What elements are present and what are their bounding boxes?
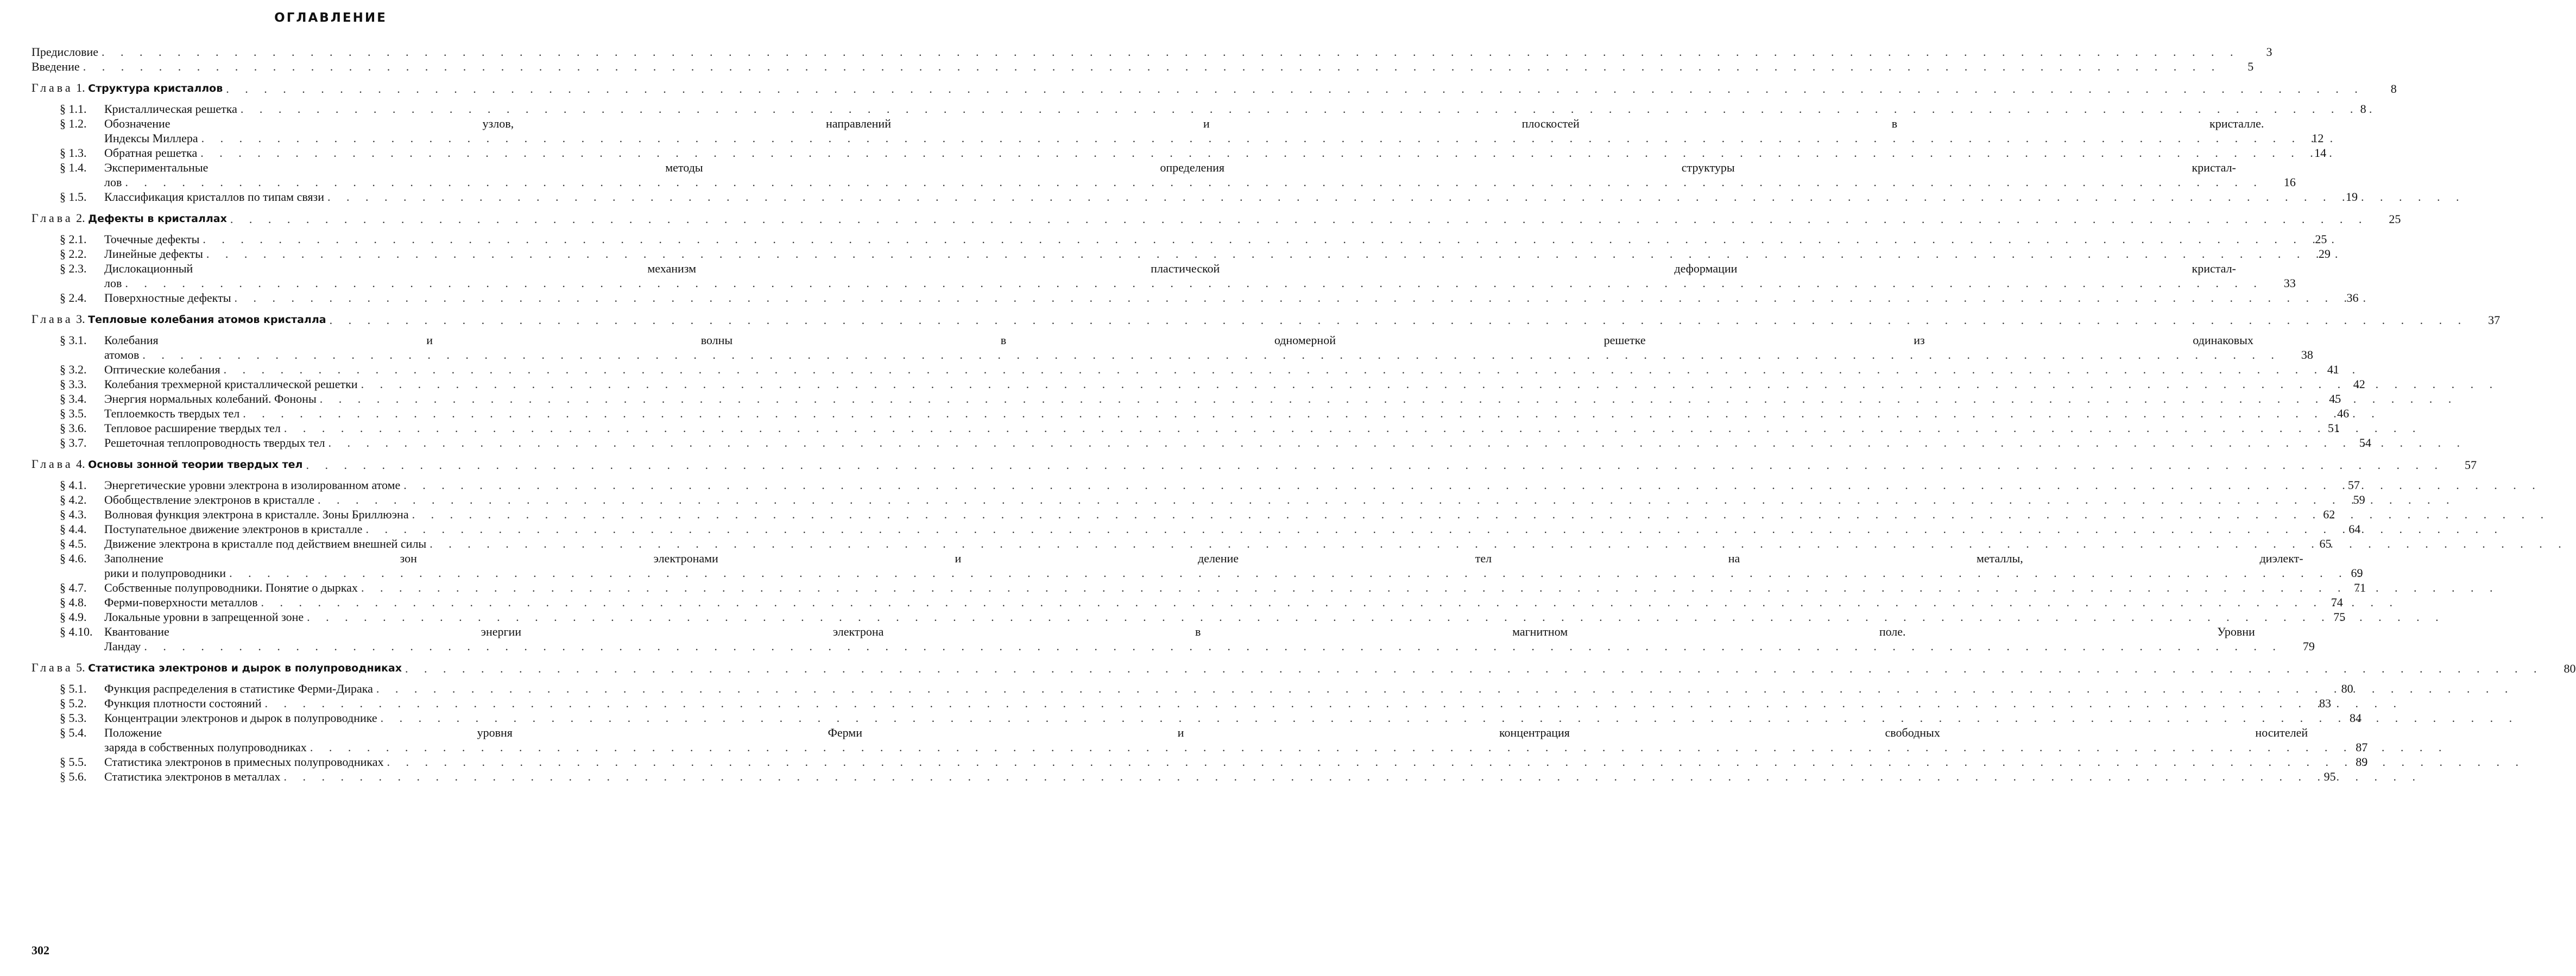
- section-page-number: 14: [2314, 146, 2327, 160]
- section-title-last-line: [104, 507, 2302, 522]
- section-title: Классификация кристаллов по типам связи: [104, 190, 325, 204]
- section-entry: [31, 290, 2359, 305]
- dot-leader: [377, 711, 2519, 725]
- section-title-last-line: [104, 246, 2298, 261]
- section-body: [104, 362, 2307, 377]
- section-body: [104, 333, 2281, 362]
- chapter-label: [31, 312, 326, 327]
- section-page-number: 79: [2302, 639, 2315, 653]
- section-title: Обратная решетка: [104, 146, 198, 160]
- chapter-label: [31, 80, 223, 96]
- section-number: § 5.4.: [60, 726, 87, 739]
- toc-entry-front: [31, 59, 2254, 74]
- section-entry: [31, 333, 2313, 362]
- section-number: § 4.8.: [60, 595, 87, 609]
- section-page-number: 33: [2283, 276, 2296, 290]
- section-page-number: 87: [2356, 740, 2368, 754]
- chapter-number: 1.: [76, 81, 85, 94]
- section-body: [104, 246, 2298, 261]
- section-page-number: 89: [2356, 755, 2368, 769]
- section-title-last-line: [104, 769, 2303, 784]
- dot-leader: [426, 536, 2568, 551]
- section-title-last-line: [104, 522, 2328, 536]
- dot-leader: [198, 131, 2340, 145]
- section-entry: [31, 492, 2365, 507]
- section-title-last-line: [104, 711, 2329, 725]
- dot-leader: [317, 391, 2458, 406]
- section-title-last-line: [104, 362, 2307, 377]
- section-entry: [31, 610, 2346, 624]
- dot-leader: [261, 696, 2403, 711]
- dot-leader: [223, 81, 2364, 96]
- section-entry: [31, 769, 2336, 784]
- chapter-page-number: 25: [2389, 212, 2401, 226]
- section-page-number: 51: [2327, 421, 2340, 435]
- section-title: Кристаллическая решетка: [104, 102, 237, 116]
- section-title: Ферми-поверхности металлов: [104, 595, 258, 609]
- section-number: § 4.2.: [60, 493, 87, 506]
- section-title: Индексы Миллера: [104, 131, 198, 145]
- section-entry: [31, 624, 2315, 654]
- chapter-entry: [31, 660, 2576, 676]
- section-title-last-line: [104, 406, 2316, 421]
- section-title-last-line: [104, 131, 2291, 145]
- dot-leader: [237, 102, 2379, 116]
- dot-leader: [325, 435, 2467, 450]
- chapter-title: Тепловые колебания атомов кристалла: [88, 314, 326, 326]
- section-title-line: Колебания и волны в одномерной решетке из одинаковых: [104, 333, 2253, 347]
- section-title: Обобществление электронов в кристалле: [104, 493, 314, 506]
- section-entry: [31, 711, 2362, 725]
- chapter-number: 3.: [76, 312, 85, 326]
- section-page-number: 54: [2359, 436, 2371, 449]
- section-page-number: 83: [2319, 696, 2332, 710]
- section-number: § 1.3.: [60, 146, 87, 160]
- dot-leader: [362, 522, 2504, 536]
- section-number: § 2.2.: [60, 247, 87, 261]
- section-title: Энергия нормальных колебаний. Фононы: [104, 392, 317, 405]
- section-page-number: 36: [2346, 291, 2359, 305]
- section-title: Теплоемкость твердых тел: [104, 407, 240, 420]
- section-title-last-line: [104, 175, 2263, 189]
- section-number: § 1.2.: [60, 117, 87, 130]
- section-entry: [31, 421, 2340, 435]
- section-entry: [31, 478, 2360, 492]
- section-title: Волновая функция электрона в кристалле. Зоны Бриллюэна: [104, 508, 409, 521]
- section-body: [104, 711, 2329, 725]
- section-number: § 5.6.: [60, 770, 87, 783]
- section-page-number: 75: [2333, 610, 2346, 624]
- section-page-number: 84: [2349, 711, 2362, 725]
- chapter-label: [31, 660, 402, 676]
- section-entry: [31, 160, 2296, 189]
- section-entry: [31, 406, 2350, 421]
- section-number: § 1.1.: [60, 102, 87, 116]
- chapter-title: Статистика электронов и дырок в полупроводниках: [88, 662, 402, 674]
- section-title-last-line: [104, 478, 2327, 492]
- section-number: § 5.2.: [60, 696, 87, 710]
- section-title: Решеточная теплопроводность твердых тел: [104, 436, 325, 449]
- section-body: [104, 421, 2307, 435]
- section-title-last-line: [104, 276, 2263, 290]
- section-number: § 3.2.: [60, 363, 87, 376]
- section-page-number: 59: [2353, 493, 2365, 506]
- section-entry: [31, 232, 2327, 246]
- section-entry: [31, 522, 2361, 536]
- section-body: [104, 406, 2316, 421]
- chapter-number: 5.: [76, 661, 85, 674]
- section-page-number: 80: [2341, 682, 2353, 695]
- entry-page-number: 5: [2247, 60, 2254, 73]
- dot-leader: [304, 610, 2445, 624]
- entry-label: Введение: [31, 60, 80, 73]
- section-body: [104, 507, 2302, 522]
- section-number: § 3.3.: [60, 377, 87, 391]
- section-title: Концентрации электронов и дырок в полупроводнике: [104, 711, 377, 725]
- section-body: [104, 189, 2325, 204]
- dot-leader: [220, 362, 2362, 377]
- section-title: рики и полупроводники: [104, 566, 226, 580]
- toc-page: [31, 11, 2576, 784]
- dot-leader: [80, 59, 2221, 74]
- entry-page-number: 3: [2266, 45, 2272, 59]
- chapter-title: Основы зонной теории твердых тел: [88, 459, 303, 471]
- section-title-last-line: [104, 595, 2310, 610]
- chapter-title: Структура кристаллов: [88, 83, 223, 94]
- section-body: [104, 755, 2335, 769]
- section-page-number: 25: [2315, 232, 2327, 246]
- dot-leader: [402, 661, 2543, 676]
- dot-leader: [358, 580, 2499, 595]
- section-page-number: 19: [2346, 190, 2358, 204]
- section-number: § 1.5.: [60, 190, 87, 204]
- section-page-number: 12: [2312, 131, 2324, 145]
- section-title-line: Квантование энергии электрона в магнитном поле. Уровни: [104, 625, 2255, 638]
- section-entry: [31, 102, 2366, 116]
- section-body: [104, 102, 2334, 116]
- section-body: [104, 116, 2291, 145]
- chapter-number: 4.: [76, 457, 85, 471]
- section-body: [104, 377, 2333, 391]
- chapter-entry: [31, 80, 2397, 96]
- dot-leader: [281, 421, 2422, 435]
- section-entry: [31, 246, 2331, 261]
- chapter-label: [31, 457, 302, 472]
- dot-leader: [231, 290, 2372, 305]
- entry-label: Предисловие: [31, 45, 98, 59]
- section-number: § 5.3.: [60, 711, 87, 725]
- section-entry: [31, 145, 2327, 160]
- section-number: § 3.6.: [60, 421, 87, 435]
- section-page-number: 71: [2354, 581, 2366, 594]
- section-title: заряда в собственных полупроводниках: [104, 740, 307, 754]
- section-title: Поступательное движение электронов в кристалле: [104, 522, 363, 536]
- section-entry: [31, 377, 2365, 391]
- section-entry: [31, 681, 2353, 696]
- section-entry: [31, 116, 2324, 145]
- section-title: Статистика электронов в примесных полупроводниках: [104, 755, 384, 769]
- section-title-line: Положение уровня Ферми и концентрация свободных носителей: [104, 726, 2308, 739]
- section-title-last-line: [104, 189, 2325, 204]
- section-page-number: 41: [2327, 363, 2339, 376]
- section-body: [104, 624, 2282, 654]
- dot-leader: [139, 347, 2281, 362]
- section-body: [104, 435, 2339, 450]
- section-title-last-line: [104, 290, 2326, 305]
- chapter-title: Дефекты в кристаллах: [88, 213, 227, 225]
- chapter-prefix: Глава: [31, 211, 73, 225]
- section-title-last-line: [104, 740, 2335, 755]
- section-number: § 2.1.: [60, 232, 87, 246]
- dot-leader: [281, 769, 2422, 784]
- section-title: лов: [104, 276, 122, 290]
- dot-leader: [227, 212, 2369, 226]
- dot-leader: [197, 145, 2339, 160]
- section-title-last-line: [104, 639, 2282, 654]
- section-page-number: 38: [2301, 348, 2313, 362]
- section-body: [104, 145, 2294, 160]
- section-title: Статистика электронов в металлах: [104, 770, 281, 783]
- section-page-number: 57: [2347, 478, 2360, 492]
- dot-leader: [141, 639, 2282, 654]
- section-title-last-line: [104, 536, 2299, 551]
- section-body: [104, 522, 2328, 536]
- section-title: Собственные полупроводники. Понятие о дырках: [104, 581, 358, 594]
- chapter-number: 2.: [76, 211, 85, 225]
- dot-leader: [324, 189, 2466, 204]
- section-body: [104, 725, 2335, 755]
- section-number: § 4.7.: [60, 581, 87, 594]
- section-page-number: 65: [2319, 537, 2332, 550]
- section-entry: [31, 261, 2296, 290]
- section-title: Локальные уровни в запрещенной зоне: [104, 610, 304, 624]
- section-title: атомов: [104, 348, 140, 362]
- dot-leader: [409, 507, 2550, 522]
- section-title-last-line: [104, 435, 2339, 450]
- section-title: Точечные дефекты: [104, 232, 200, 246]
- section-title: Колебания трехмерной кристаллической решетки: [104, 377, 358, 391]
- section-entry: [31, 362, 2339, 377]
- chapter-page-number: 80: [2564, 662, 2576, 675]
- section-number: § 4.9.: [60, 610, 87, 624]
- section-page-number: 64: [2348, 522, 2361, 536]
- section-title: лов: [104, 175, 122, 189]
- section-title: Линейные дефекты: [104, 247, 203, 261]
- section-body: [104, 290, 2326, 305]
- section-title: Тепловое расширение твердых тел: [104, 421, 281, 435]
- section-body: [104, 580, 2333, 595]
- dot-leader: [203, 246, 2345, 261]
- section-number: § 2.3.: [60, 262, 87, 275]
- page-number-folio: 302: [31, 943, 49, 957]
- section-title: Функция распределения в статистике Ферми-Дирака: [104, 682, 373, 695]
- section-title-last-line: [104, 681, 2321, 696]
- section-title: Энергетические уровни электрона в изолированном атоме: [104, 478, 401, 492]
- section-title-last-line: [104, 755, 2335, 769]
- section-title-last-line: [104, 492, 2333, 507]
- dot-leader: [302, 458, 2444, 472]
- section-body: [104, 492, 2333, 507]
- section-entry: [31, 725, 2368, 755]
- section-page-number: 74: [2331, 595, 2343, 609]
- section-body: [104, 478, 2327, 492]
- dot-leader: [314, 492, 2456, 507]
- section-entry: [31, 755, 2368, 769]
- section-body: [104, 769, 2303, 784]
- chapter-page-number: 37: [2488, 313, 2501, 327]
- section-title-last-line: [104, 102, 2334, 116]
- section-title-line: Заполнение зон электронами и деление тел на металлы, диэлект-: [104, 552, 2303, 565]
- section-number: § 5.5.: [60, 755, 87, 769]
- section-page-number: 42: [2353, 377, 2365, 391]
- section-number: § 3.7.: [60, 436, 87, 449]
- section-body: [104, 595, 2310, 610]
- section-number: § 3.1.: [60, 333, 87, 347]
- section-page-number: 62: [2323, 508, 2335, 521]
- section-title-last-line: [104, 232, 2294, 246]
- section-number: § 4.10.: [60, 625, 93, 638]
- section-number: § 3.4.: [60, 392, 87, 405]
- section-page-number: 16: [2283, 175, 2296, 189]
- section-body: [104, 610, 2313, 624]
- dot-leader: [98, 45, 2240, 59]
- section-entry: [31, 189, 2358, 204]
- chapter-prefix: Глава: [31, 312, 73, 326]
- section-number: § 2.4.: [60, 291, 87, 305]
- section-entry: [31, 595, 2343, 610]
- section-number: § 4.5.: [60, 537, 87, 550]
- section-page-number: 29: [2318, 247, 2331, 261]
- section-entry: [31, 551, 2363, 580]
- section-entry: [31, 580, 2366, 595]
- section-title: Оптические колебания: [104, 363, 220, 376]
- section-body: [104, 536, 2299, 551]
- section-number: § 4.3.: [60, 508, 87, 521]
- section-number: § 4.6.: [60, 552, 87, 565]
- chapter-entry: [31, 312, 2501, 327]
- section-title-last-line: [104, 580, 2333, 595]
- section-page-number: 95: [2324, 770, 2336, 783]
- dot-leader: [400, 478, 2542, 492]
- section-title: Поверхностные дефекты: [104, 291, 231, 305]
- section-title: Ландау: [104, 639, 141, 653]
- section-number: § 3.5.: [60, 407, 87, 420]
- dot-leader: [226, 566, 2367, 580]
- section-title-last-line: [104, 610, 2313, 624]
- dot-leader: [257, 595, 2399, 610]
- chapter-prefix: Глава: [31, 661, 73, 674]
- chapter-prefix: Глава: [31, 457, 73, 471]
- chapter-page-number: 8: [2390, 82, 2397, 96]
- section-body: [104, 160, 2263, 189]
- section-number: § 4.1.: [60, 478, 87, 492]
- section-title-last-line: [104, 347, 2281, 362]
- section-body: [104, 232, 2294, 246]
- dot-leader: [122, 276, 2263, 290]
- chapter-page-number: 57: [2464, 458, 2477, 472]
- chapter-entry: [31, 211, 2401, 226]
- section-page-number: 45: [2329, 392, 2341, 405]
- dot-leader: [373, 681, 2515, 696]
- chapter-label: [31, 211, 227, 226]
- section-title-last-line: [104, 145, 2294, 160]
- dot-leader: [199, 232, 2341, 246]
- section-title: Движение электрона в кристалле под действием внешней силы: [104, 537, 427, 550]
- section-body: [104, 261, 2263, 290]
- section-page-number: 46: [2337, 407, 2350, 420]
- section-entry: [31, 391, 2341, 406]
- section-title-last-line: [104, 421, 2307, 435]
- section-page-number: 8: [2360, 102, 2366, 116]
- section-body: [104, 551, 2331, 580]
- section-page-number: 69: [2351, 566, 2363, 580]
- dot-leader: [358, 377, 2499, 391]
- dot-leader: [384, 755, 2526, 769]
- section-number: § 1.4.: [60, 161, 87, 174]
- section-entry: [31, 536, 2332, 551]
- dot-leader: [326, 313, 2468, 327]
- toc-heading: ОГЛАВЛЕНИЕ: [274, 11, 387, 25]
- chapter-prefix: Глава: [31, 81, 73, 94]
- section-entry: [31, 507, 2335, 522]
- section-entry: [31, 435, 2371, 450]
- section-body: [104, 696, 2299, 711]
- chapter-entry: [31, 457, 2477, 472]
- section-number: § 5.1.: [60, 682, 87, 695]
- section-title-line: Дислокационный механизм пластической деформации кристал-: [104, 262, 2236, 275]
- dot-leader: [122, 175, 2263, 189]
- dot-leader: [307, 740, 2448, 755]
- section-body: [104, 391, 2308, 406]
- section-title-last-line: [104, 377, 2333, 391]
- dot-leader: [239, 406, 2381, 421]
- section-title: Функция плотности состояний: [104, 696, 262, 710]
- section-title-last-line: [104, 391, 2308, 406]
- section-number: § 4.4.: [60, 522, 87, 536]
- toc-entry-front: [31, 45, 2272, 59]
- section-title-line: Экспериментальные методы определения структуры кристал-: [104, 161, 2236, 174]
- section-title-last-line: [104, 696, 2299, 711]
- section-entry: [31, 696, 2332, 711]
- section-title-line: Обозначение узлов, направлений и плоскостей в кристалле.: [104, 117, 2264, 130]
- section-body: [104, 681, 2321, 696]
- section-title-last-line: [104, 566, 2331, 580]
- toc-body: [31, 45, 2576, 784]
